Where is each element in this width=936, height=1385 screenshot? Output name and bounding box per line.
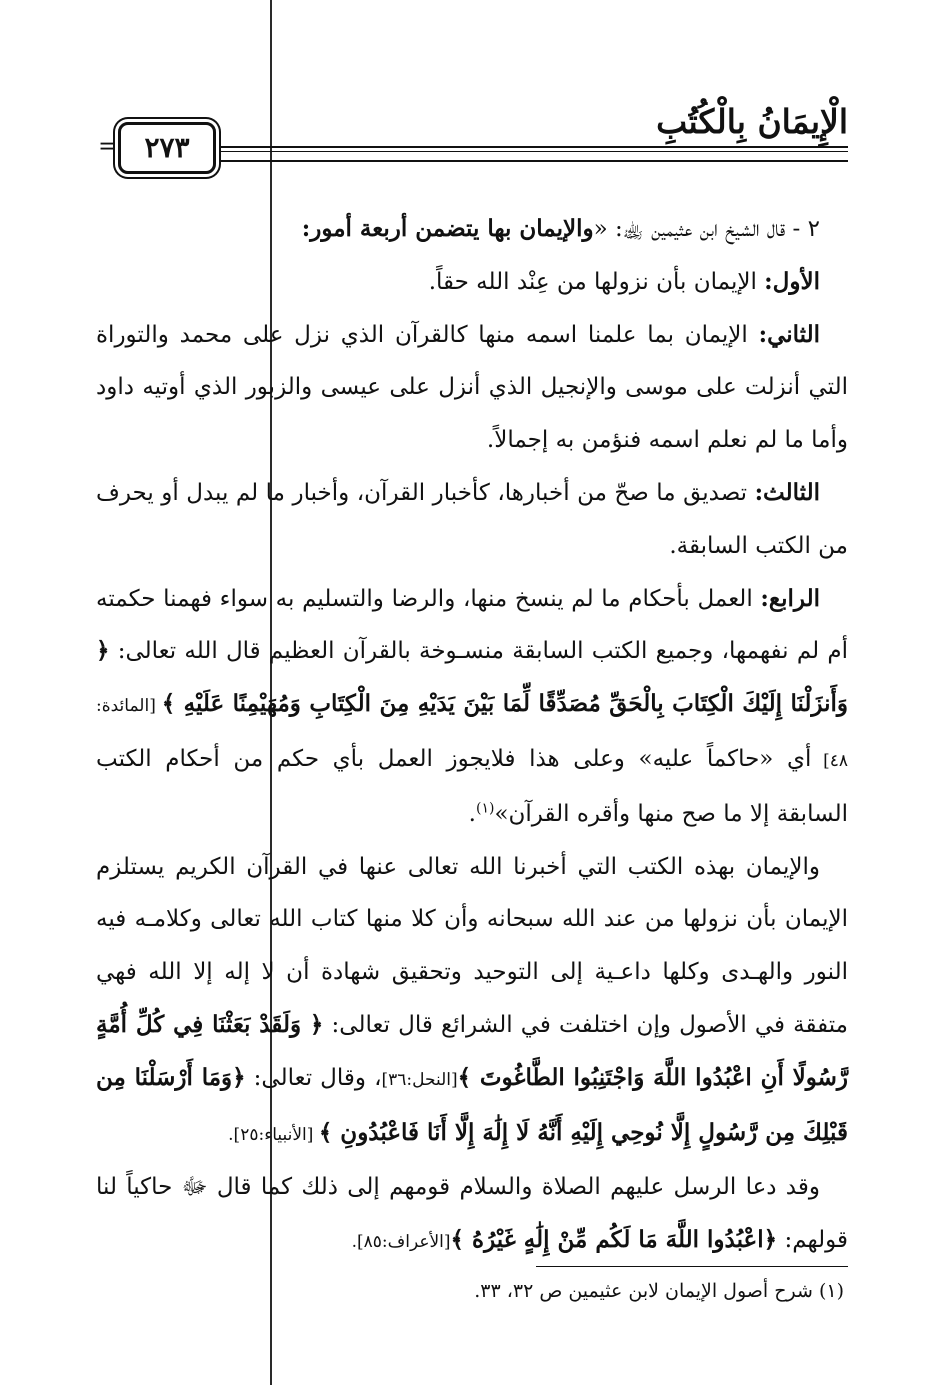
paragraph-second: الثاني: الإيمان بما علمنا اسمه منها كالقرآن الذي نزل على محمد والتوراة التي أنزلت على موسى والإنجيل الذي أنزل على عيسى والزبور الذي أوتيه داود وأما ما لم نعلم اسمه فنؤمن به إجمالاً. — [96, 320, 848, 454]
verse-reference: [النحل:٣٦] — [381, 1069, 458, 1090]
footnote: (١) شرح أصول الإيمان لابن عثيمين ص ٣٢، ٣٣. — [474, 1280, 844, 1302]
verse-reference: [الأعراف:٨٥]. — [351, 1232, 451, 1253]
quran-verse: ﴿اعْبُدُوا اللَّهَ مَا لَكُم مِّنْ إِلَٰهٍ غَيْرُهُ ﴾ — [450, 1226, 778, 1254]
running-title: الْإِيمَانُ بِالْكُتُبِ — [656, 102, 848, 141]
page-number: ٢٧٣ — [118, 122, 216, 174]
paragraph-messengers: وقد دعا الرسل عليهم الصلاة والسلام قومهم إلى ذلك كما قال ﷻ حاكياً لنا قولهم: ﴿اعْبُدُوا اللَّهَ مَا لَكُم مِّنْ إِلَٰهٍ غَيْرُهُ ﴾[الأعراف:٨٥]. — [96, 1174, 848, 1254]
verse-reference: [الأنبياء:٢٥]. — [228, 1124, 319, 1145]
footnote-marker: (١) — [475, 800, 495, 817]
paragraph-third: الثالث: تصديق ما صحّ من أخبارها، كأخبار القرآن، وأخبار ما لم يبدل أو يحرف من الكتب السابقة. — [96, 478, 848, 559]
verse-reference: [المائدة: ٤٨] — [96, 696, 848, 771]
paragraph-faith: والإيمان بهذه الكتب التي أخبرنا الله تعالى عنها في القرآن الكريم يستلزم الإيمان بأن نزولها من عند الله سبحانه وأن كلا منها كتاب الله تعالى وكلامـه فيه النور والهـدى وكلها داعـية إلى التوحيد وتحقيق شهادة أن لا إله إلا الله فهي متفقة في الأصول وإن اختلفت في الشرائع قال تعالى: ﴿ وَلَقَدْ بَعَثْنَا فِي كُلِّ أُمَّةٍ رَّسُولًا أَنِ اعْبُدُوا اللَّهَ وَاجْتَنِبُوا الطَّاغُوتَ ﴾[النحل:٣٦]، وقال تعالى: ﴿وَمَا أَرْسَلْنَا مِن قَبْلِكَ مِن رَّسُولٍ إِلَّا نُوحِي إِلَيْهِ أَنَّهُ لَا إِلَٰهَ إِلَّا أَنَا فَاعْبُدُونِ ﴾ [الأنبياء:٢٥]. — [96, 853, 848, 1146]
paragraph-first: الأول: الإيمان بأن نزولها من عِنْد الله حقاً. — [428, 267, 820, 295]
quran-verse: ﴿ وَأَنزَلْنَا إِلَيْكَ الْكِتَابَ بِالْحَقِّ مُصَدِّقًا لِّمَا بَيْنَ يَدَيْهِ مِنَ الْكِتَابِ وَمُهَيْمِنًا عَلَيْهِ ﴾ — [96, 637, 848, 718]
footnote-separator — [536, 1266, 848, 1267]
quran-verse: ﴿وَمَا أَرْسَلْنَا مِن قَبْلِكَ مِن رَّسُولٍ إِلَّا نُوحِي إِلَيْهِ أَنَّهُ لَا إِلَٰهَ إِلَّا أَنَا فَاعْبُدُونِ ﴾ — [96, 1063, 848, 1146]
header-mark: = — [98, 132, 119, 160]
quran-verse: ﴿ وَلَقَدْ بَعَثْنَا فِي كُلِّ أُمَّةٍ رَّسُولًا أَنِ اعْبُدُوا اللَّهَ وَاجْتَنِبُوا الطَّاغُوتَ ﴾ — [96, 1010, 848, 1091]
header-rule — [214, 146, 848, 162]
paragraph-fourth: الرابع: العمل بأحكام ما لم ينسخ منها، والرضا والتسليم به سواء فهمنا حكمته أم لم نفهمها، وجميع الكتب السابقة منسـوخة بالقرآن العظيم قال الله تعالى: ﴿ وَأَنزَلْنَا إِلَيْكَ الْكِتَابَ بِالْحَقِّ مُصَدِّقًا لِّمَا بَيْنَ يَدَيْهِ مِنَ الْكِتَابِ وَمُهَيْمِنًا عَلَيْهِ ﴾ [المائدة: ٤٨] أي «حاكماً عليه» وعلى هذا فلايجوز العمل بأي حكم من أحكام الكتب السابقة إلا ما صح منها وأقره القرآن»$^{(١)}$. — [96, 584, 848, 827]
paragraph-intro: ٢ - قال الشيخ ابن عثيمين ﵀: «والإيمان بها يتضمن أربعة أمور: — [301, 215, 820, 242]
main-text — [96, 203, 848, 1269]
page-header — [96, 100, 848, 180]
